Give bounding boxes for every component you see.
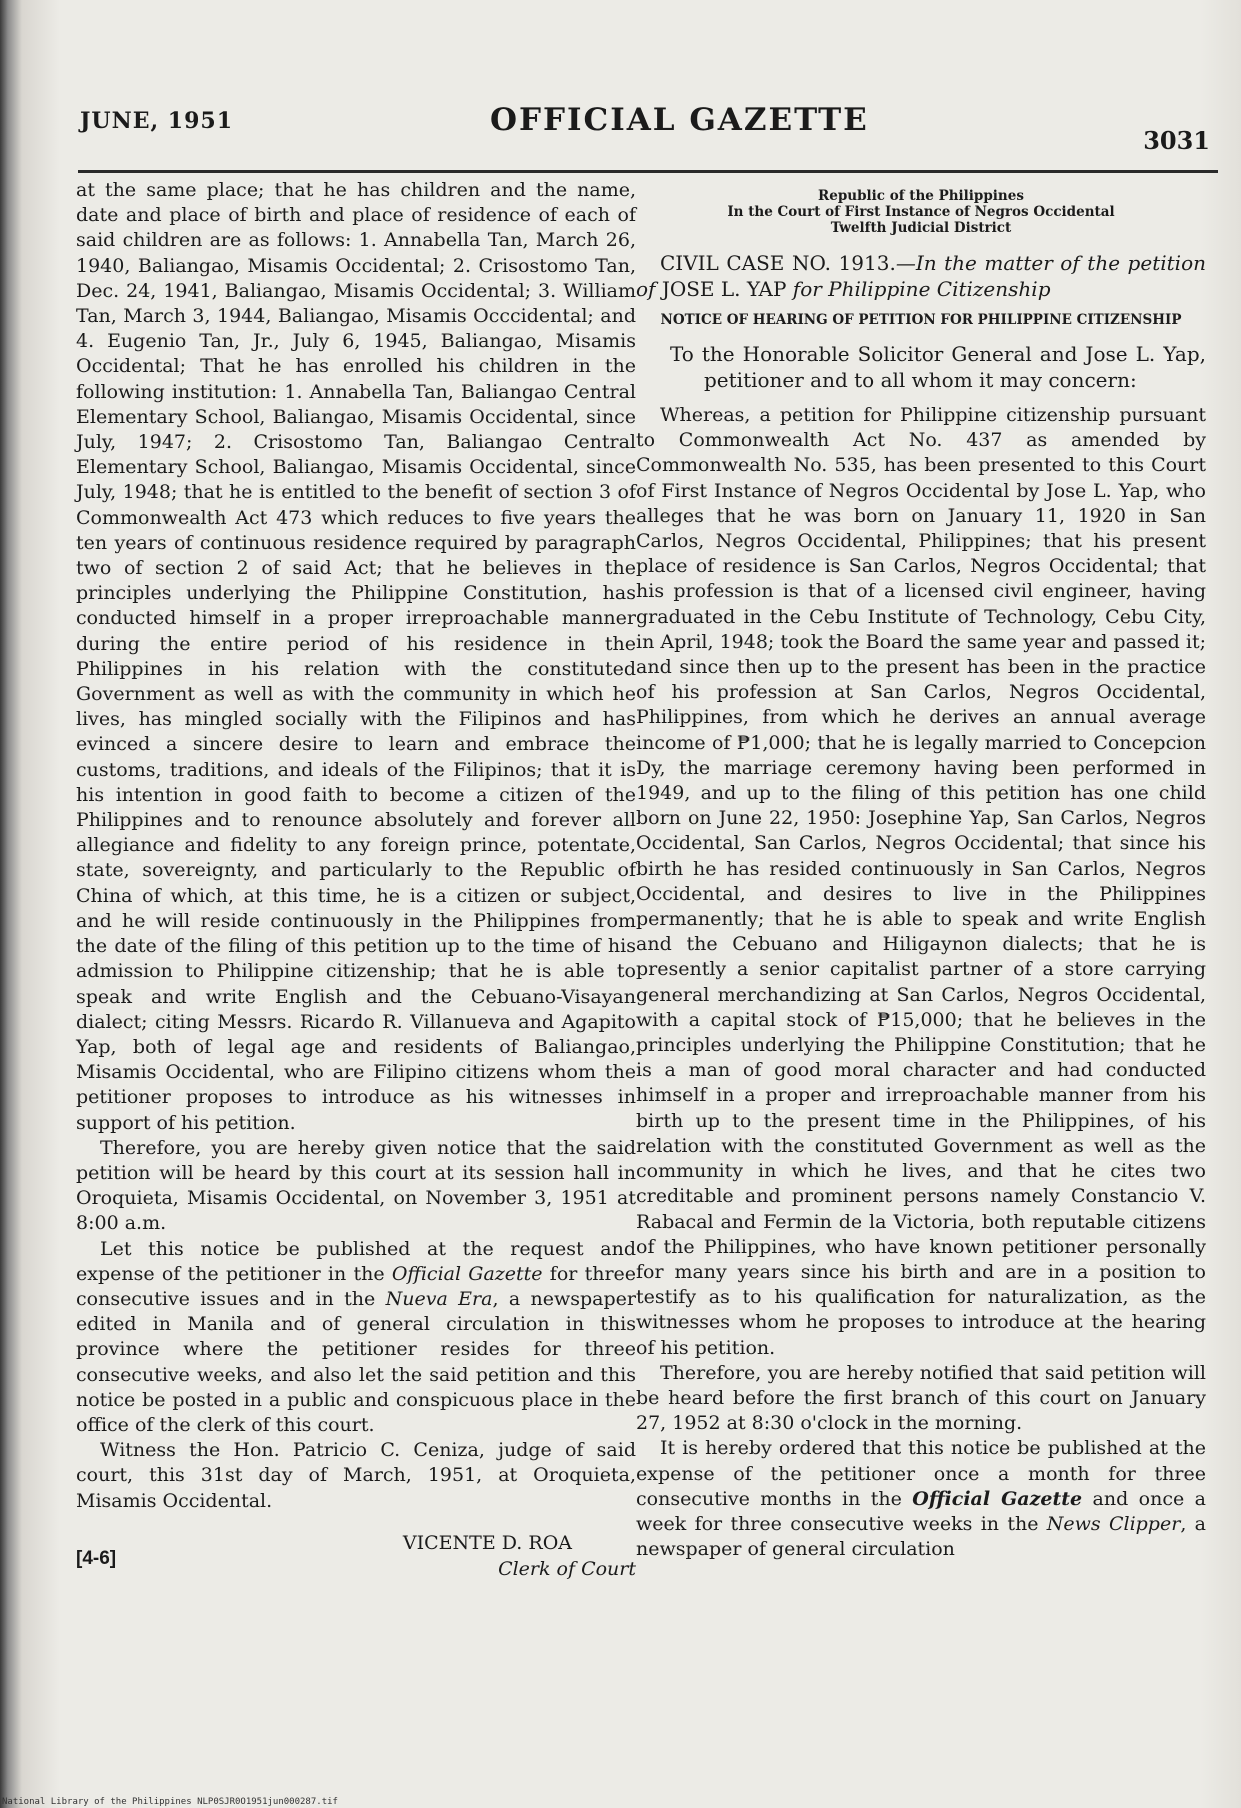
notice-addressee: To the Honorable Solicitor General and Jose L. Yap, petitioner and to all whom it may concern: xyxy=(670,342,1206,392)
left-paragraph-publication: Let this notice be published at the request and expense of the petitioner in the Official Gazette for three consecutive issues and in the Nueva Era, a newspaper edited in Manila and of general circulation in this province where the petitioner resides for three consecutive weeks, and also let the said petition and this notice be posted in a public and conspicuous place in the office of the clerk of this court. xyxy=(76,1237,637,1436)
publication-title: OFFICIAL GAZETTE xyxy=(490,102,869,138)
gazette-name: Official Gazette xyxy=(391,1262,543,1285)
scan-credit: National Library of the Philippines NLP0SJR0O1951jun000287.tif xyxy=(2,1797,338,1807)
left-paragraph-continuation: at the same place; that he has children and the name, date and place of birth and place of residence of each of said children are as follows: 1. Annabella Tan, March 26, 1940, Baliangao, Misamis Occidental; 2. Crisostomo Tan, Dec. 24, 1941, Baliangao, Misamis Occidental; 3. William Tan, March 3, 1944, Baliangao, Misamis Occcidental; and 4. Eugenio Tan, Jr., July 6, 1945, Baliangao, Misamis Occidental; That he has enrolled his children in the following institution: 1. Annabella Tan, Baliangao Central Elementary School, Baliangao, Misamis Occidental, since July, 1947; 2. Crisostomo Tan, Baliangao Central Elementary School, Baliangao, Misamis Occidental, since July, 1948; that he is entitled to the benefit of section 3 of Commonwealth Act 473 which reduces to five years the ten years of continuous residence required by paragraph two of section 2 of said Act; that he believes in the principles underlying the Philippine Constitution, has conducted himself in a proper irreproachable manner during the entire period of his residence in the Philippines in his relation with the constituted Government as well as with the community in which he lives, has mingled socially with the Filipinos and has evinced a sincere desire to learn and embrace the customs, traditions, and ideals of the Filipinos; that it is his intention in good faith to become a citizen of the Philippines and to renounce absolutely and forever all allegiance and fidelity to any foreign prince, potentate, state, sovereignty, and particularly to the Republic of China of which, at this time, he is a citizen or subject, and he will reside continuously in the Philippines from the date of the filing of this petition up to the time of his admission to Philippine citizenship; that he is able to speak and write English and the Cebuano-Visayan dialect; citing Messrs. Ricardo R. Villanueva and Agapito Yap, both of legal age and residents of Baliangao, Misamis Occidental, who are Filipino citizens whom the petitioner proposes to introduce as his witnesses in support of his petition. xyxy=(76,179,636,1134)
right-paragraph-petition: Whereas, a petition for Philippine citizenship pursuant to Commonwealth Act No. 437 as amended by Commonwealth No. 535, has been presented to this Court of First Instance of Negros Occidental by Jose L. Yap, who alleges that he was born on January 11, 1920 in San Carlos, Negros Occidental, Philippines; that his present place of residence is San Carlos, Negros Occidental; that his profession is that of a licensed civil engineer, having graduated in the Cebu Institute of Technology, Cebu City, in April, 1948; took the Board the same year and passed it; and since then up to the present has been in the practice of his profession at San Carlos, Negros Occidental, Philippines, from which he derives an annual average income of ₱1,000; that he is legally married to Concepcion Dy, the marriage ceremony having been performed in 1949, and up to the filing of this petition has one child born on June 22, 1950: Josephine Yap, San Carlos, Negros Occidental, San Carlos, Negros Occidental; that since his birth he has resided continuously in San Carlos, Negros Occidental, and desires to live in the Philippines permanently; that he is able to speak and write English and the Cebuano and Hiligaynon dialects; that he is presently a senior capitalist partner of a store carrying general merchandizing at San Carlos, Negros Occidental, with a capital stock of ₱15,000; that he believes in the principles underlying the Philippine Constitution; that he is a man of good moral character and had conducted himself in a proper and irreproachable manner from his birth up to the present time in the Philippines, of his relation with the constituted Government as well as the community in which he lives, and that he cites two creditable and prominent persons namely Constancio V. Rabacal and Fermin de la Victoria, both reputable citizens of the Philippines, who have known petitioner personally for many years since his birth and are in a position to testify as to his qualification for naturalization, as the witnesses whom he proposes to introduce at the hearing of his petition. xyxy=(636,404,1206,1359)
page-header xyxy=(80,100,1210,155)
issue-reference: [4-6] xyxy=(76,1547,117,1569)
signature-block xyxy=(76,1530,636,1582)
issue-date: JUNE, 1951 xyxy=(80,108,234,134)
court-heading: Republic of the Philippines In the Court of First Instance of Negros Occidental Twelfth Judicial District xyxy=(727,188,1115,236)
case-caption: CIVIL CASE NO. 1913.—In the matter of the petition of JOSE L. YAP for Philippine Citizenship xyxy=(636,251,1206,301)
left-column xyxy=(76,178,636,1582)
newspaper-name: Nueva Era xyxy=(385,1287,493,1310)
left-paragraph-hearing: Therefore, you are hereby given notice that the said petition will be heard by this court at its session hall in Oroquieta, Misamis Occidental, on November 3, 1951 at 8:00 a.m. xyxy=(76,1136,636,1235)
header-rule xyxy=(78,170,1218,173)
signatory-name: VICENTE D. ROA xyxy=(402,1531,572,1554)
gazette-name: Official Gazette xyxy=(912,1487,1083,1510)
newspaper-name: News Clipper xyxy=(1046,1512,1181,1535)
page-number: 3031 xyxy=(1143,126,1210,155)
right-column xyxy=(636,188,1206,1562)
notice-title: NOTICE OF HEARING OF PETITION FOR PHILIPPINE CITIZENSHIP xyxy=(660,312,1182,328)
right-paragraph-publication: It is hereby ordered that this notice be published at the expense of the petitioner once a month for three consecutive months in the Official Gazette and once a week for three consecutive weeks in the News Clipper, a newspaper of general circulation xyxy=(636,1437,1206,1561)
left-paragraph-witness: Witness the Hon. Patricio C. Ceniza, judge of said court, this 31st day of March, 1951, at Oroquieta, Misamis Occidental. xyxy=(76,1439,636,1512)
signatory-title: Clerk of Court xyxy=(498,1557,636,1580)
right-paragraph-hearing: Therefore, you are hereby notified that said petition will be heard before the first branch of this court on January 27, 1952 at 8:30 o'clock in the morning. xyxy=(636,1361,1206,1435)
